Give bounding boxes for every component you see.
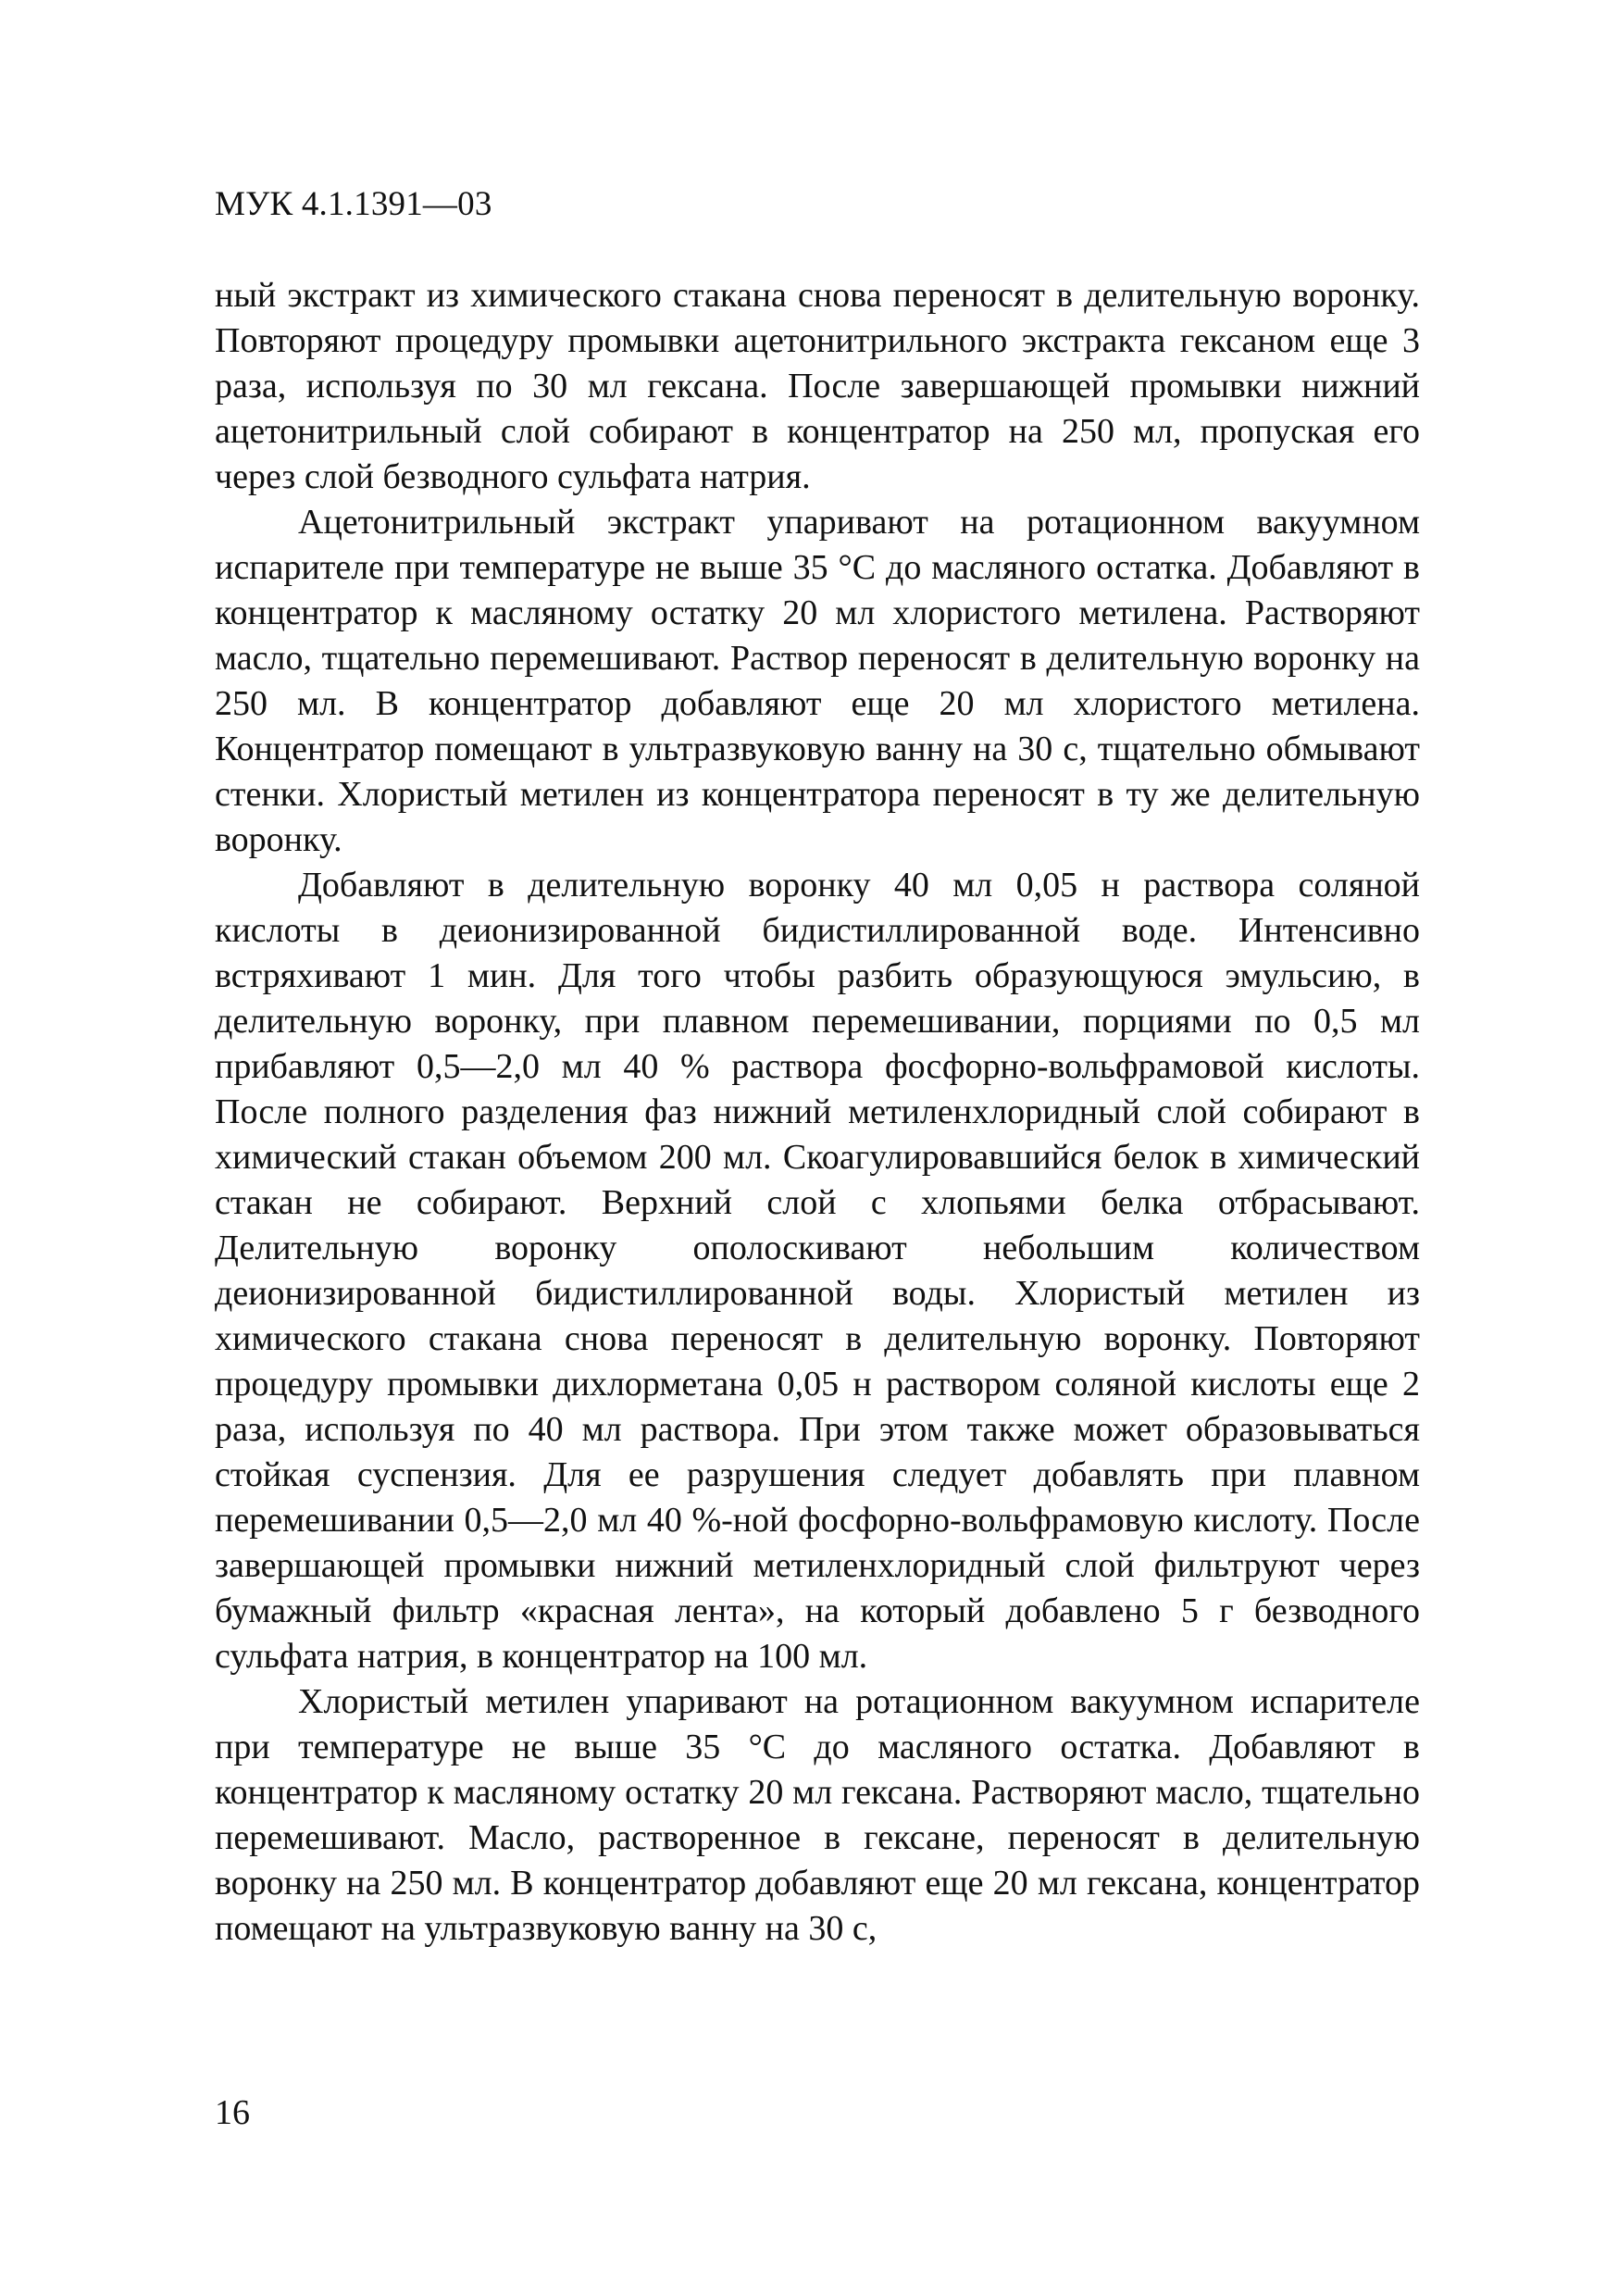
page-number: 16	[215, 2093, 250, 2132]
paragraph-continuation: ный экстракт из химического стакана снова переносят в делительную воронку. Повторяют процедуру промывки ацетонитрильного экстракта гексаном еще 3 раза, используя по 30 мл гексана. После завершающей промывки нижний ацетонитрильный слой собирают в концентратор на 250 мл, пропуская его через слой безводного сульфата натрия.	[215, 276, 1420, 496]
body-text	[215, 273, 1420, 1952]
document-code-header: МУК 4.1.1391—03	[215, 185, 492, 223]
paragraph-evaporation-methylene-chloride: Хлористый метилен упаривают на ротационном вакуумном испарителе при температуре не выше 35 °С до масляного остатка. Добавляют в концентратор к масляному остатку 20 мл гексана. Растворяют масло, тщательно перемешивают. Масло, растворенное в гексане, переносят в делительную воронку на 250 мл. В концентратор добавляют еще 20 мл гексана, концентратор помещают на ультразвуковую ванну на 30 с,	[215, 1682, 1420, 1948]
paragraph-evaporation-acetonitrile: Ацетонитрильный экстракт упаривают на ротационном вакуумном испарителе при температуре не выше 35 °С до масляного остатка. Добавляют в концентратор к масляному остатку 20 мл хлористого метилена. Растворяют масло, тщательно перемешивают. Раствор переносят в делительную воронку на 250 мл. В концентратор добавляют еще 20 мл хлористого метилена. Концентратор помещают в ультразвуковую ванну на 30 с, тщательно обмывают стенки. Хлористый метилен из концентратора переносят в ту же делительную воронку.	[215, 503, 1420, 859]
paragraph-acid-wash: Добавляют в делительную воронку 40 мл 0,05 н раствора соляной кислоты в деионизированной бидистиллированной воде. Интенсивно встряхивают 1 мин. Для того чтобы разбить образующуюся эмульсию, в делительную воронку, при плавном перемешивании, порциями по 0,5 мл прибавляют 0,5—2,0 мл 40 % раствора фосфорно-вольфрамовой кислоты. После полного разделения фаз нижний метиленхлоридный слой собирают в химический стакан объемом 200 мл. Скоагулировавшийся белок в химический стакан не собирают. Верхний слой с хлопьями белка отбрасывают. Делительную воронку ополоскивают небольшим количеством деионизированной бидистиллированной воды. Хлористый метилен из химического стакана снова переносят в делительную воронку. Повторяют процедуру промывки дихлорметана 0,05 н раствором соляной кислоты еще 2 раза, используя по 40 мл раствора. При этом также может образовываться стойкая суспензия. Для ее разрушения следует добавлять при плавном перемешивании 0,5—2,0 мл 40 %-ной фосфорно-вольфрамовую кислоту. После завершающей промывки нижний метиленхлоридный слой фильтруют через бумажный фильтр «красная лента», на который добавлено 5 г безводного сульфата натрия, в концентратор на 100 мл.	[215, 866, 1420, 1676]
